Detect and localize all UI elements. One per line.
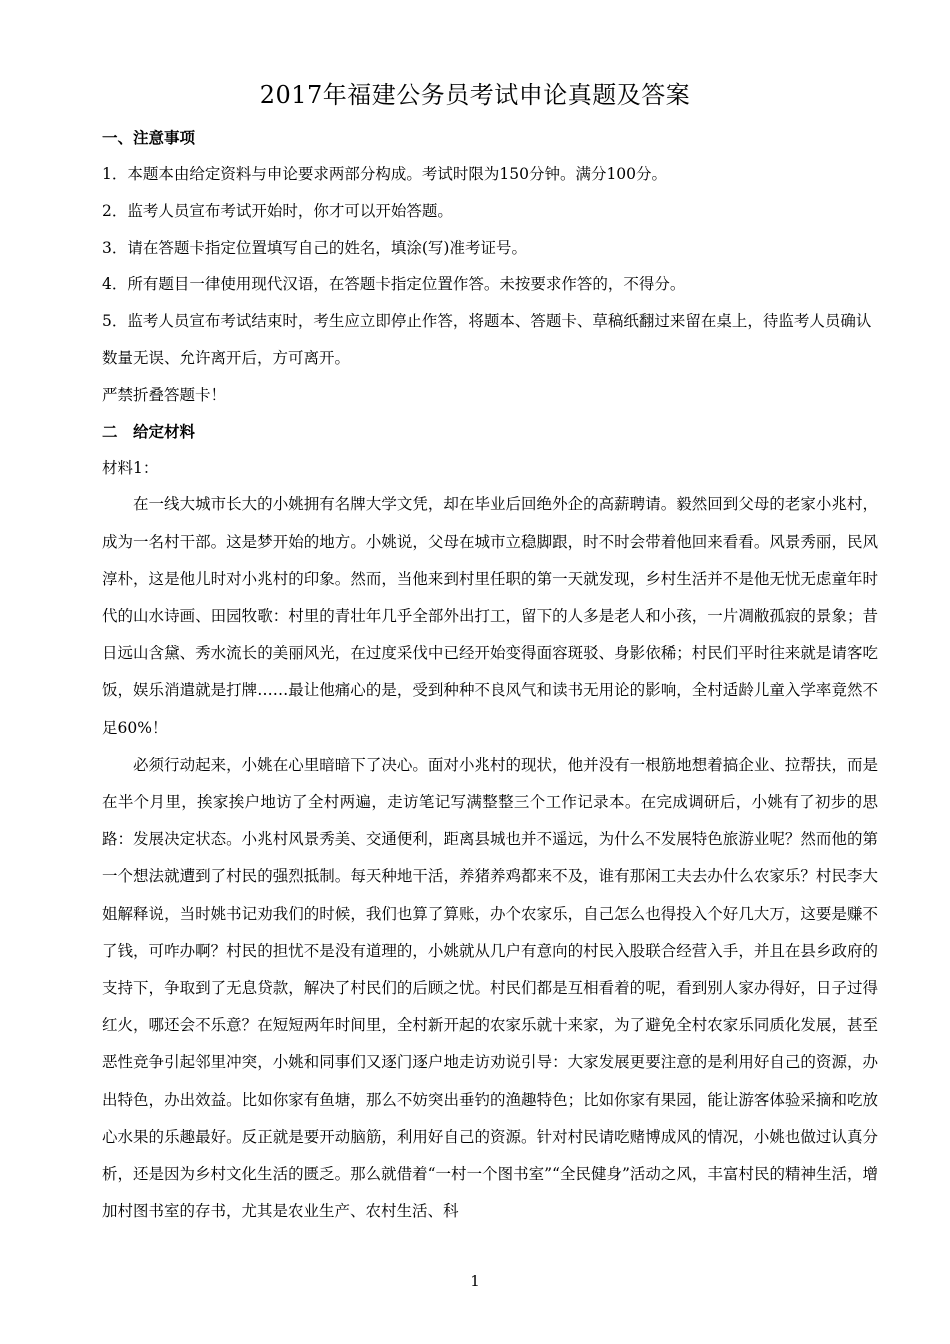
notice-item-3: 3．请在答题卡指定位置填写自己的姓名，填涂(写)准考证号。 <box>102 238 527 257</box>
warning-note: 严禁折叠答题卡！ <box>102 385 227 404</box>
notice-item-2: 2．监考人员宣布考试开始时，你才可以开始答题。 <box>102 201 453 220</box>
notice-item-4: 4．所有题目一律使用现代汉语，在答题卡指定位置作答。未按要求作答的，不得分。 <box>102 275 686 294</box>
material-paragraph-1: 在一线大城市长大的小姚拥有名牌大学文凭，却在毕业后回绝外企的高薪聘请。毅然回到父母的老家小兆村，成为一名村干部。这是梦开始的地方。小姚说，父母在城市立稳脚跟，时不时会带着他回来看看。风景秀丽，民风淳朴，这是他儿时对小兆村的印象。然而，当他来到村里任职的第一天就发现，乡村生活并不是他无忧无虑童年时代的山水诗画、田园牧歌：村里的青壮年几乎全部外出打工，留下的人多是老人和小孩，一片凋敝孤寂的景象；昔日远山含黛、秀水流长的美丽风光，在过度采伐中已经开始变得面容斑驳、身影依稀；村民们平时往来就是请客吃饭，娱乐消遣就是打牌……最让他痛心的是，受到种种不良风气和读书无用论的影响，全村适龄儿童入学率竟然不足60%！ <box>102 495 878 737</box>
document-title: 2017年福建公务员考试申论真题及答案 <box>259 81 691 109</box>
notice-item-5: 5．监考人员宣布考试结束时，考生应立即停止作答，将题本、答题卡、草稿纸翻过来留在桌上，待监考人员确认数量无误、允许离开后，方可离开。 <box>102 312 872 367</box>
material-paragraph-2: 必须行动起来，小姚在心里暗暗下了决心。面对小兆村的现状，他并没有一根筋地想着搞企业、拉帮扶，而是在半个月里，挨家挨户地访了全村两遍，走访笔记写满整整三个工作记录本。在完成调研后，小姚有了初步的思路：发展决定状态。小兆村风景秀美、交通便利，距离县城也并不遥远，为什么不发展特色旅游业呢？然而他的第一个想法就遭到了村民的强烈抵制。每天种地干活，养猪养鸡都来不及，谁有那闲工夫去办什么农家乐？村民李大姐解释说，当时姚书记劝我们的时候，我们也算了算账，办个农家乐，自己怎么也得投入个好几大万，这要是赚不了钱，可咋办啊？村民的担忧不是没有道理的，小姚就从几户有意向的村民入股联合经营入手，并且在县乡政府的支持下，争取到了无息贷款，解决了村民们的后顾之忧。村民们都是互相看着的呢，看到别人家办得好，日子过得红火，哪还会不乐意？在短短两年时间里，全村新开起的农家乐就十来家，为了避免全村农家乐同质化发展，甚至恶性竞争引起邻里冲突，小姚和同事们又逐门逐户地走访劝说引导：大家发展更要注意的是利用好自己的资源，办出特色，办出效益。比如你家有鱼塘，那么不妨突出垂钓的渔趣特色；比如你家有果园，能让游客体验采摘和吃放心水果的乐趣最好。反正就是要开动脑筋，利用好自己的资源。针对村民请吃赌博成风的情况，小姚也做过认真分析，还是因为乡村文化生活的匮乏。那么就借着“一村一个图书室”“全民健身”活动之风，丰富村民的精神生活，增加村图书室的存书，尤其是农业生产、农村生活、科 <box>102 755 878 1221</box>
notice-item-1: 1．本题本由给定资料与申论要求两部分构成。考试时限为150分钟。满分100分。 <box>102 165 668 183</box>
page-number: 1 <box>470 1272 480 1290</box>
document-body <box>102 120 878 1230</box>
section-heading-materials: 二 给定材料 <box>102 421 196 441</box>
material-label: 材料1： <box>102 458 159 477</box>
section-heading-notes: 一、注意事项 <box>102 128 196 147</box>
